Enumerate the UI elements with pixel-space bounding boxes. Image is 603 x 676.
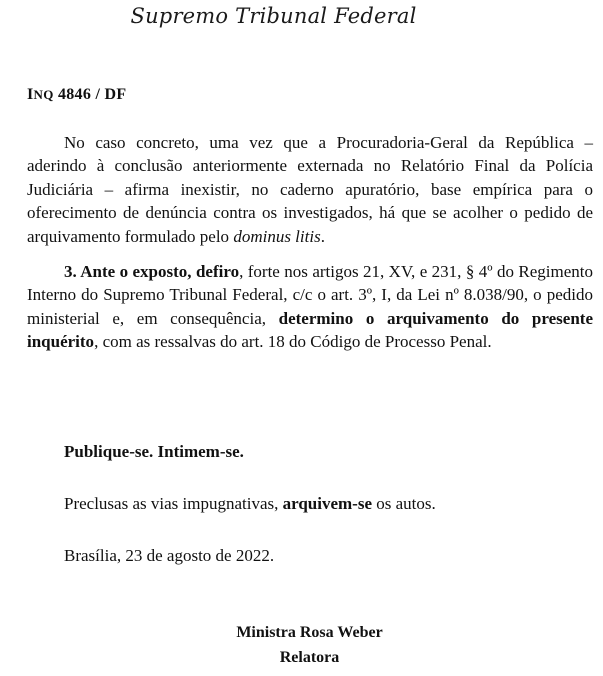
paragraph4-bold: arquivem-se [282, 494, 373, 513]
date-line: Brasília, 23 de agosto de 2022. [64, 546, 275, 565]
paragraph-archive [27, 492, 593, 515]
signature-block [0, 620, 603, 670]
paragraph1-text: No caso concreto, uma vez que a Procuradoria-Geral da República – aderindo à conclusão anteriormente externada no Relatório Final da Polícia Judiciária – afirma inexistir, no caderno apuratório, base empírica para o oferecimento de denúncia contra os investigados, há que se acolher o pedido de arquivamento formulado pelo [27, 133, 593, 246]
paragraph4-text2: os autos. [372, 494, 436, 513]
court-name-title: Supremo Tribunal Federal [130, 4, 417, 28]
paragraph3-bold: Publique-se. Intimem-se. [64, 442, 244, 461]
letterhead [0, 4, 603, 28]
paragraph-concrete-case [27, 131, 593, 248]
paragraph1-italic: dominus litis [233, 226, 321, 246]
paragraph2-text1: , forte nos artigos 21, XV, e 231, § 4º do Regimento Interno do Supremo Tribunal Federal, c/c o art. 3º, I, da Lei nº 8.038/90, o pedido ministerial e, em consequência, [27, 262, 593, 328]
case-ref-initial: I [27, 86, 34, 103]
case-ref-number: 4846 / DF [53, 86, 127, 103]
paragraph-publish [27, 440, 593, 463]
paragraph2-text2: , com as ressalvas do art. 18 do Código de Processo Penal. [94, 332, 492, 352]
case-ref-smallcaps: NQ [33, 87, 54, 102]
paragraph2-bold1: 3. Ante o exposto, defiro [64, 262, 240, 281]
paragraph1-end: . [320, 226, 325, 246]
paragraph2-bold2: determino o arquivamento do presente inquérito [27, 308, 593, 352]
paragraph-decision [27, 260, 593, 354]
paragraph4-text1: Preclusas as vias impugnativas, [64, 494, 283, 513]
signer-role: Relatora [279, 649, 340, 666]
paragraph-date [27, 544, 593, 567]
case-reference [27, 86, 126, 104]
signer-name: Ministra Rosa Weber [236, 624, 383, 641]
